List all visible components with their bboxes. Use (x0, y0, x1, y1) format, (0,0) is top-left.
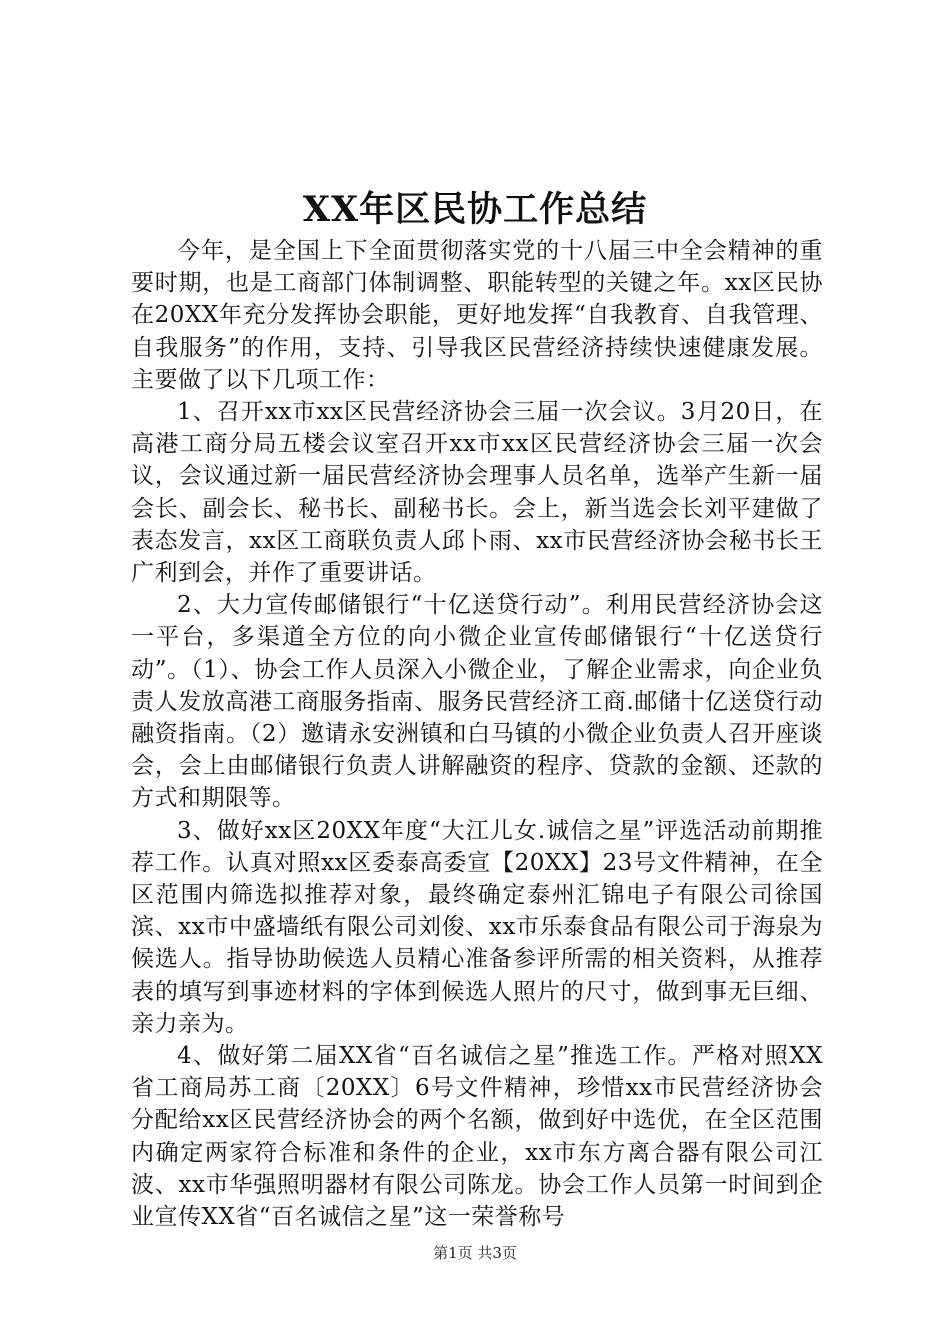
paragraph-item-2: 2、大力宣传邮储银行“十亿送贷行动”。利用民营经济协会这一平台，多渠道全方位的向小微企业宣传邮储银行“十亿送贷行动”。（1）、协会工作人员深入小微企业，了解企业需求，向企业负责人发放高港工商服务指南、服务民营经济工商.邮储十亿送贷行动融资指南。（2）邀请永安洲镇和白马镇的小微企业负责人召开座谈会，会上由邮储银行负责人讲解融资的程序、贷款的金额、还款的方式和期限等。 (131, 592, 823, 812)
document-title: XX年区民协工作总结 (302, 189, 648, 230)
page-footer: 第1页 共3页 (433, 1244, 517, 1262)
document-body (131, 235, 823, 1233)
paragraph-item-3: 3、做好xx区20XX年度“大江儿女.诚信之星”评选活动前期推荐工作。认真对照xx区委泰高委宣【20XX】23号文件精神，在全区范围内筛选拟推荐对象，最终确定泰州汇锦电子有限公司徐国滨、xx市中盛墙纸有限公司刘俊、xx市乐泰食品有限公司于海泉为候选人。指导协助候选人员精心准备参评所需的相关资料，从推荐表的填写到事迹材料的字体到候选人照片的尺寸，做到事无巨细、亲力亲为。 (131, 817, 823, 1037)
paragraph-item-1: 1、召开xx市xx区民营经济协会三届一次会议。3月20日，在高港工商分局五楼会议室召开xx市xx区民营经济协会三届一次会议，会议通过新一届民营经济协会理事人员名单，选举产生新一届会长、副会长、秘书长、副秘书长。会上，新当选会长刘平建做了表态发言，xx区工商联负责人邱卜雨、xx市民营经济协会秘书长王广利到会，并作了重要讲话。 (131, 399, 823, 587)
paragraph-item-4: 4、做好第二届XX省“百名诚信之星”推选工作。严格对照XX省工商局苏工商〔20XX〕6号文件精神，珍惜xx市民营经济协会分配给xx区民营经济协会的两个名额，做到好中选优，在全区范围内确定两家符合标准和条件的企业，xx市东方离合器有限公司江波、xx市华强照明器材有限公司陈龙。协会工作人员第一时间到企业宣传XX省“百名诚信之星”这一荣誉称号 (131, 1043, 823, 1231)
paragraph-intro: 今年，是全国上下全面贯彻落实党的十八届三中全会精神的重要时期，也是工商部门体制调整、职能转型的关键之年。xx区民协在20XX年充分发挥协会职能，更好地发挥“自我教育、自我管理、自我服务”的作用，支持、引导我区民营经济持续快速健康发展。主要做了以下几项工作： (131, 238, 823, 393)
